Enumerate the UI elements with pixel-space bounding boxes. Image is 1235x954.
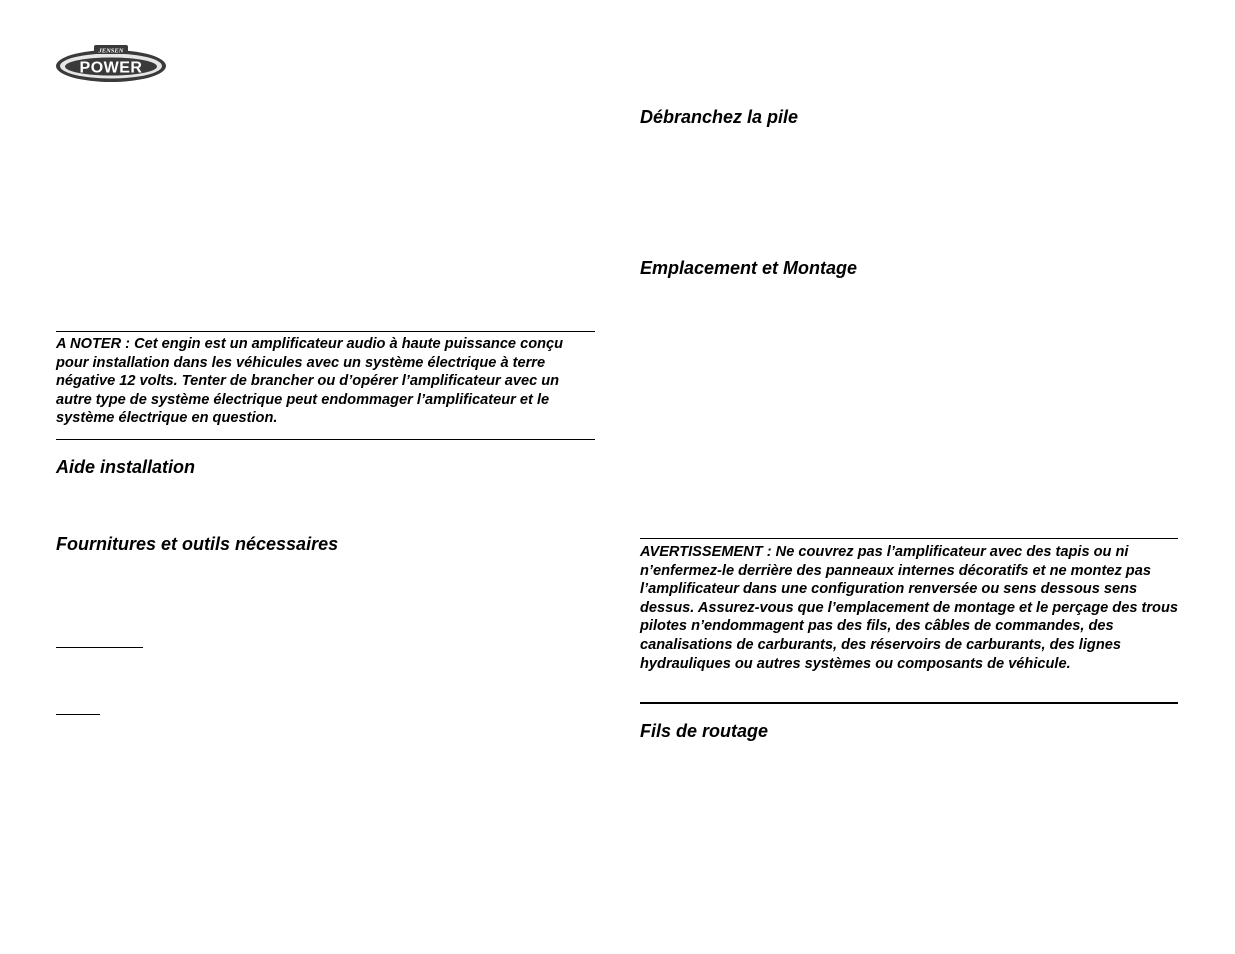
- short-rule-1: [56, 647, 143, 648]
- note-bottom-rule: [56, 439, 595, 440]
- heading-fournitures-outils: Fournitures et outils nécessaires: [56, 534, 339, 554]
- heading-debranchez-pile: Débranchez la pile: [640, 107, 799, 127]
- warning-bottom-rule: [640, 702, 1178, 704]
- note-text: A NOTER : Cet engin est un amplificateur audio à haute puissance conçu pour installation dans les véhicules avec un système électrique à terre négative 12 volts. Tenter de brancher ou d’opérer l’amplificateur avec un autre type de système électrique peut endommager l’amplificateur et le système électrique en question.: [56, 336, 564, 427]
- short-rule-2: [56, 714, 100, 715]
- jensen-power-logo: [54, 44, 168, 84]
- warning-top-rule: [640, 538, 1178, 539]
- warning-text: AVERTISSEMENT : Ne couvrez pas l’amplificateur avec des tapis ou ni n’enfermez-le derrière des panneaux internes décoratifs et ne montez pas l’amplificateur dans une configuration renversée ou sens dessous sens dessus. Assurez-vous que l’emplacement de montage et le perçage des trous pilotes n’endommagent pas des fils, des câbles de commandes, des canalisations de carburants, des réservoirs de carburants, des lignes hydrauliques ou autres systèmes ou composants de véhicule.: [640, 544, 1178, 672]
- note-top-rule: [56, 331, 595, 332]
- logo-brand-main: POWER: [79, 59, 143, 77]
- heading-emplacement-montage: Emplacement et Montage: [640, 258, 858, 278]
- heading-aide-installation: Aide installation: [56, 457, 196, 477]
- heading-fils-routage: Fils de routage: [640, 721, 769, 741]
- logo-brand-small: JENSEN: [98, 47, 124, 55]
